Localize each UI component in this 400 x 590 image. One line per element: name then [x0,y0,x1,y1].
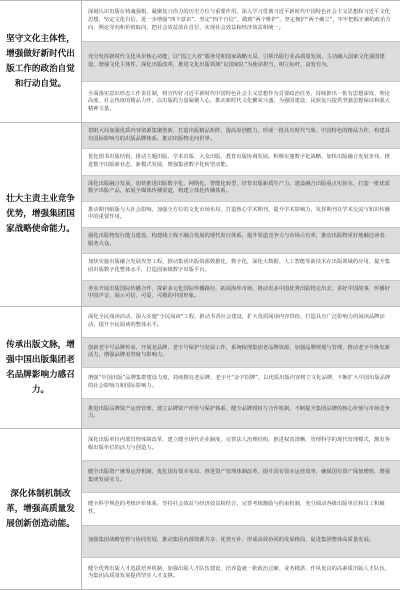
table-row: 推动期刊纸版与大社会影响，加强全方位的文化市场布局，打造核心学术期刊，提升学术影响力，发挥期刊在学术交流与知识传播中的重要作用。 [82,202,400,228]
table-row: 健全科学规范的考核评价体系，坚持社会效益与经济效益相结合，完善考核激励与约束机制，充分调动各级出版单位和员工积极性。 [82,493,400,525]
table-row: 强化出版物发行能力建设，构建线上线下融合发展的现代发行体系，提升渠道竞争力与市场占有率，推动出版物更好地触达读者、服务大众。 [82,228,400,254]
table-row: 增强“中国出版”品牌集群建设力度，持续擦亮老品牌、老字号“金字招牌”，以优质出版内容树立文化品牌，不断扩大中国出版品牌的社会影响力和国际影响力。 [82,368,400,399]
table-row: 健全优秀出版人才选拔培养机制，加强出版人才队伍建设，培养造就一批政治过硬、业务精湛、作风优良的高素质出版人才队伍，为集团高质量发展提供坚实人才支撑。 [82,558,400,589]
table-row: 着眼大局加强优质内容资源集聚创新，打造出版精品矩阵，提高原创能力，形成一批具有时代气象、中国特色的精品力作，构建具有国际影响力的出版品牌体系，推动出版物走向世界。 [82,123,400,149]
section-heading: 传承出版文脉，增强中国出版集团老名品牌影响力感召力。 [0,307,82,428]
table-row: 创新老字号品牌传承，开展老品牌、老字号保护与发展工作，系统梳理集团老品牌资源，加强品牌规划与管理，推动老字号焕发新活力，增强品牌美誉度与影响力。 [82,338,400,369]
section-items [82,429,400,589]
table-row: 加强集团战略管控与协同发展，推动集团内部资源共享、优势互补，形成高效协同的发展格局，促进集团整体高质量发展。 [82,526,400,558]
section-heading: 深化体制机制改革，增强高质量发展创新创造动能。 [0,429,82,589]
table-row: 全面落实意识形态工作责任制，将宣传好习近平新时代中国特色社会主义思想作为首要政治任务，持续推出一批有思想深度、理论高度、社会热度的精品力作，以出版的力量凝聚人心，推动新时代文化繁荣兴盛，为强国建设、民族复兴提供坚强思想保证和强大精神力量。 [82,82,400,122]
table-row: 务实开展出版国际传播合作，探索多元化国际传播路径，拓展海外市场，推动更多中国优秀出版物走出去，讲好中国故事，传播好中国声音，展示可信、可爱、可敬的中国形象。 [82,281,400,306]
table-section [0,1,400,123]
table-row: 优化图书出版结构，推动主题出版、学术出版、大众出版、教育出版协调发展。积极实施数字化战略，加快出版融合发展步伐，推进数字出版新业态、新模式发展，增强集团数字化转型动能。 [82,149,400,175]
section-items [82,307,400,428]
table-row: 加快实施出版融合发展攻坚工程，推动集团出版资源数据化、数字化，深化大数据、人工智能等新技术在出版领域的应用，提升集团出版数字化整体水平，打造国家级数字出版平台。 [82,254,400,280]
table-row: 充分发挥新时代文化央企核心功能，以“国之大者”服务党和国家战略大局，引领出版行业高质量发展。主动融入国家文化强国建设，增强文化主体性，深化出版改革，推进文化出版领域“以国家队”为使命担当，树立标杆，奋发有为。 [82,42,400,83]
table-section [0,307,400,429]
table-row: 推进出版品牌资产运营管理，建立品牌资产评价与保护体系，健全品牌授权与合作机制，不断提升集团品牌的核心价值与市场竞争力。 [82,399,400,429]
section-heading: 壮大主责主业竞争优势，增强集团国家战略使命能力。 [0,123,82,306]
table-row: 深刻认识出版在铸魂强根、凝聚复兴伟力的历史方位与重要作用。深入学习贯彻习近平新时代中国特色社会主义思想和习近平文化思想，坚定文化自信，进一步增强“四个意识”、坚定“四个自信”、做到“两个维护”，坚定拥护“两个确立”，牢牢把握正确的政治方向、舆论导向和价值取向，把社会效益放在首位，实现社会效益和经济效益相统一。 [82,1,400,42]
table-row: 深化出版融合发展，加快推进出版数字化、网络化、智能化转型，培育出版新质生产力，建设融合出版重点实验室，打造一批优质数字出版产品，拓展全媒体传播渠道，构建立体化传播体系。 [82,176,400,202]
table-row: 健全出版资产统筹运营机制，优化国有资本布局，推进资产管理体制改革，提升国有资本运营效率，确保国有资产保值增值，增强集团发展实力。 [82,461,400,493]
section-items [82,123,400,306]
table-row: 深化出版单位内部管理体制改革，建立健全现代企业制度，完善法人治理结构，推进权责清晰、管理科学的现代管理模式，激发各级出版单位的活力与创造力。 [82,429,400,461]
section-heading: 坚守文化主体性，增强做好新时代出版工作的政治自觉和行动自觉。 [0,1,82,122]
table-section [0,123,400,307]
section-items [82,1,400,122]
table-section [0,429,400,589]
table-row: 深化全民阅读活动，深入实施“全民阅读”工程，推动书香社会建设，扩大优质阅读内容供给，打造具有广泛影响力的阅读品牌活动，提升全民阅读的整体水平。 [82,307,400,338]
